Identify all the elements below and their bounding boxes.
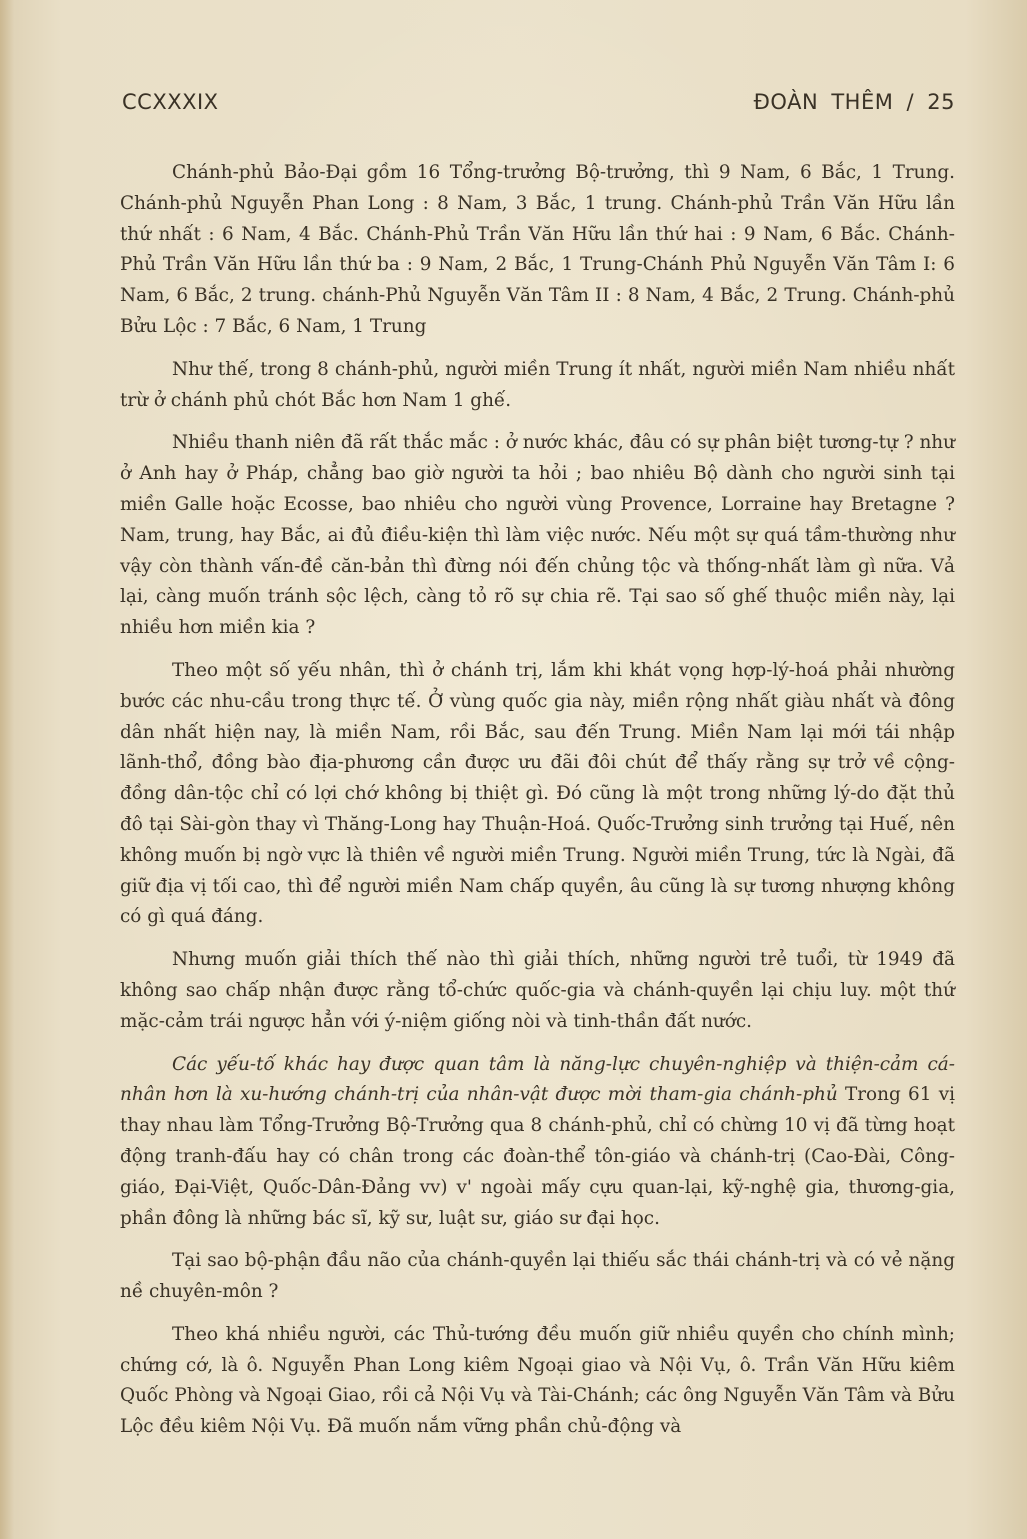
roman-page-number: CCXXXIX (122, 90, 219, 114)
paragraph-1: Chánh-phủ Bảo-Đại gồm 16 Tổng-trưởng Bộ-trưởng, thì 9 Nam, 6 Bắc, 1 Trung. Chánh-phủ Nguyễn Phan Long : 8 Nam, 3 Bắc, 1 trung. Chánh-phủ Trần Văn Hữu lần thứ nhất : 6 Nam, 4 Bắc. Chánh-Phủ Trần Văn Hữu lần thứ hai : 9 Nam, 6 Bắc. Chánh-Phủ Trần Văn Hữu lần thứ ba : 9 Nam, 2 Bắc, 1 Trung-Chánh Phủ Nguyễn Văn Tâm I: 6 Nam, 6 Bắc, 2 trung. chánh-Phủ Nguyễn Văn Tâm II : 8 Nam, 4 Bắc, 2 Trung. Chánh-phủ Bửu Lộc : 7 Bắc, 6 Nam, 1 Trung (120, 162, 955, 337)
paragraph-6 (120, 1050, 955, 1235)
running-title: ĐOÀN THÊM / 25 (753, 90, 955, 114)
paragraph-2: Như thế, trong 8 chánh-phủ, người miền Trung ít nhất, người miền Nam nhiều nhất trừ ở chánh phủ chót Bắc hơn Nam 1 ghế. (120, 358, 955, 411)
paragraph-8: Theo khá nhiều người, các Thủ-tướng đều muốn giữ nhiều quyền cho chính mình; chứng cớ, là ô. Nguyễn Phan Long kiêm Ngoại giao và Nội Vụ, ô. Trần Văn Hữu kiêm Quốc Phòng và Ngoại Giao, rồi cả Nội Vụ và Tài-Chánh; các ông Nguyễn Văn Tâm và Bửu Lộc đều kiêm Nội Vụ. Đã muốn nắm vững phần chủ-động và (120, 1323, 955, 1438)
paragraph-3: Nhiều thanh niên đã rất thắc mắc : ở nước khác, đâu có sự phân biệt tương-tự ? như ở Anh hay ở Pháp, chẳng bao giờ người ta hỏi ; bao nhiêu Bộ dành cho người sinh tại miền Galle hoặc Ecosse, bao nhiêu cho người vùng Provence, Lorraine hay Bretagne ? Nam, trung, hay Bắc, ai đủ điều-kiện thì làm việc nước. Nếu một sự quá tầm-thường như vậy còn thành vấn-đề căn-bản thì đừng nói đến chủng tộc và thống-nhất làm gì nữa. Vả lại, càng muốn tránh sộc lệch, càng tỏ rõ sự chia rẽ. Tại sao số ghế thuộc miền này, lại nhiều hơn miền kia ? (120, 432, 955, 639)
paragraph-6-normal: Trong 61 vị thay nhau làm Tổng-Trưởng Bộ-Trưởng qua 8 chánh-phủ, chỉ có chừng 10 vị đã từng hoạt động tranh-đấu hay có chân trong các đoàn-thể tôn-giáo và chánh-trị (Cao-Đài, Công-giáo, Đại-Việt, Quốc-Dân-Đảng vv) v' ngoài mấy cựu quan-lại, kỹ-nghệ gia, thương-gia, phần đông là những bác sĩ, kỹ sư, luật sư, giáo sư đại học. (120, 1084, 955, 1229)
page-body (120, 158, 955, 1455)
paragraph-5: Nhưng muốn giải thích thế nào thì giải thích, những người trẻ tuổi, từ 1949 đã không sao chấp nhận được rằng tổ-chức quốc-gia và chánh-quyền lại chịu luy. một thứ mặc-cảm trái ngược hẳn với ý-niệm giống nòi và tinh-thần đất nước. (120, 949, 955, 1032)
paragraph-7: Tại sao bộ-phận đầu não của chánh-quyền lại thiếu sắc thái chánh-trị và có vẻ nặng nề chuyên-môn ? (120, 1250, 955, 1303)
paragraph-6-italic: Các yếu-tố khác hay được quan tâm là năng-lực chuyên-nghiệp và thiện-cảm cá-nhân hơn là xu-hướng chánh-trị của nhân-vật được mời tham-gia chánh-phủ (120, 1053, 955, 1106)
page-edge-shadow (0, 0, 14, 1539)
paragraph-4: Theo một số yếu nhân, thì ở chánh trị, lắm khi khát vọng hợp-lý-hoá phải nhường bước các nhu-cầu trong thực tế. Ở vùng quốc gia này, miền rộng nhất giàu nhất và đông dân nhất hiện nay, là miền Nam, rồi Bắc, sau đến Trung. Miền Nam lại mới tái nhập lãnh-thổ, đồng bào địa-phương cần được ưu đãi đôi chút để thấy rằng sự trở về cộng-đồng dân-tộc chỉ có lợi chớ không bị thiệt gì. Đó cũng là một trong những lý-do đặt thủ đô tại Sài-gòn thay vì Thăng-Long hay Thuận-Hoá. Quốc-Trưởng sinh trưởng tại Huế, nên không muốn bị ngờ vực là thiên về người miền Trung. Người miền Trung, tức là Ngài, đã giữ địa vị tối cao, thì để người miền Nam chấp quyền, âu cũng là sự tương nhượng không có gì quá đáng. (120, 659, 955, 928)
page-header (122, 90, 955, 124)
